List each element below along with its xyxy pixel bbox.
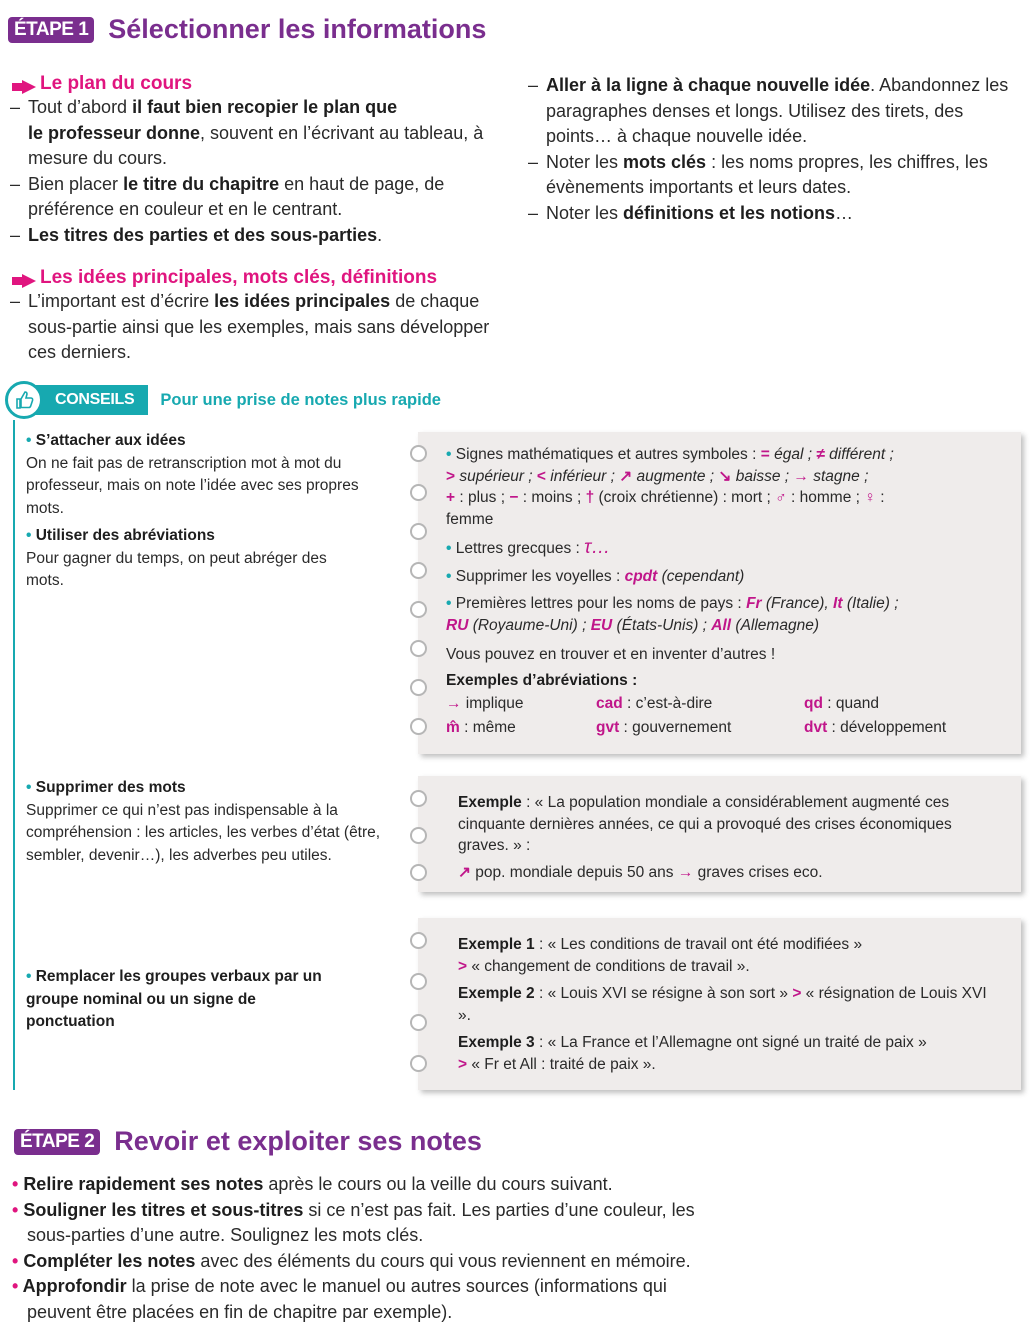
list-item: – Tout d’abord il faut bien recopier le plan que le professeur donne, souvent en l’écrivant au tableau, à mesure du cours.	[10, 97, 484, 168]
binder-ring-icon	[410, 562, 427, 579]
binder-ring-icon	[410, 790, 427, 807]
list-item: m̂ : même	[446, 718, 516, 736]
ideas-heading-text: Les idées principales, mots clés, définitions	[40, 267, 438, 288]
list-item: – Bien placer le titre du chapitre en haut de page, de préférence en couleur et en le centrant.	[10, 173, 445, 219]
arrow-right-icon	[22, 274, 36, 288]
example-box	[418, 776, 1021, 892]
list-item: – Aller à la ligne à chaque nouvelle idée. Abandonnez les paragraphes denses et longs. Utilisez des tirets, des points… à chaque nouvelle idée.	[528, 75, 1009, 146]
list-item: gvt : gouvernement	[596, 718, 732, 736]
tip-replace-verbs: • Remplacer les groupes verbaux par un groupe nominal ou un signe de ponctuation	[26, 966, 326, 1034]
binder-ring-icon	[410, 932, 427, 949]
abbreviations-table	[446, 693, 1011, 738]
example-1: Exemple 1 : « Les conditions de travail ont été modifiées » > « changement de conditions de travail ».	[458, 936, 863, 975]
plan-list	[10, 95, 510, 248]
binder-rings	[410, 790, 427, 881]
example-2: Exemple 2 : « Louis XVI se résigne à son sort » > « résignation de Louis XVI ».	[458, 985, 987, 1024]
list-item: – Noter les définitions et les notions…	[528, 202, 854, 223]
binder-ring-icon	[410, 640, 427, 657]
binder-ring-icon	[410, 973, 427, 990]
ideas-heading	[10, 267, 510, 289]
step2-header	[14, 1126, 482, 1157]
step1-badge: ÉTAPE 1	[8, 17, 94, 43]
step1-header	[8, 14, 486, 45]
example-note: ↗ pop. mondiale depuis 50 ans → graves crises eco.	[458, 863, 823, 881]
vowels-line: • Supprimer les voyelles : cpdt (cependant)	[446, 566, 1011, 588]
countries-line: • Premières lettres pour les noms de pays : Fr (France), It (Italie) ; RU (Royaume-Uni) ; EU (États-Unis) ; All (Allemagne)	[446, 593, 1011, 636]
binder-ring-icon	[410, 1055, 427, 1072]
binder-ring-icon	[410, 445, 427, 462]
conseils-header	[5, 381, 441, 419]
plan-heading	[10, 73, 510, 95]
list-item: dvt : développement	[804, 718, 947, 736]
binder-ring-icon	[410, 1014, 427, 1031]
binder-rings	[410, 932, 427, 1072]
list-item: • Approfondir la prise de note avec le manuel ou autres sources (informations qui peuvent être placées en fin de chapitre par exemple).	[12, 1274, 717, 1325]
abbreviations-box	[418, 432, 1021, 754]
step2-title: Revoir et exploiter ses notes	[114, 1126, 482, 1156]
list-item: – L’important est d’écrire les idées principales de chaque sous-partie ainsi que les exemples, mais sans développer ces derniers.	[10, 291, 490, 362]
tip-ideas: • S’attacher aux idées On ne fait pas de retranscription mot à mot du professeur, mais on note l’idée avec ses propres mots.	[26, 430, 386, 520]
plan-heading-text: Le plan du cours	[40, 73, 193, 94]
conseils-tag: CONSEILS	[21, 385, 148, 415]
list-item: – Noter les mots clés : les noms propres, les chiffres, les évènements importants et leurs dates.	[528, 151, 988, 197]
arrow-right-icon	[22, 80, 36, 94]
greek-line: • Lettres grecques : τ…	[446, 537, 1011, 560]
step2-list	[12, 1172, 772, 1325]
binder-ring-icon	[410, 484, 427, 501]
symbols-line: • Signes mathématiques et autres symboles : = égal ; ≠ différent ; > supérieur ; < inférieur ; ↗ augmente ; ↘ baisse ; → stagne ; + : plus ; − : moins ; † (croix chrétienne) : mort ; ♂ : homme ; ♀ : femme	[446, 444, 1011, 530]
binder-ring-icon	[410, 864, 427, 881]
binder-ring-icon	[410, 718, 427, 735]
step1-title: Sélectionner les informations	[108, 14, 487, 44]
binder-ring-icon	[410, 679, 427, 696]
thumbs-up-icon	[5, 381, 43, 419]
examples-box	[418, 918, 1021, 1090]
tip-remove-words: • Supprimer des mots Supprimer ce qui n’est pas indispensable à la compréhension : les articles, les verbes d’état (être, sembler, devenir…), les adverbes peu utiles.	[26, 777, 391, 867]
example-text: Exemple : « La population mondiale a considérablement augmenté ces cinquante dernières années, ce qui a provoqué des crises économiques graves. » :	[458, 794, 952, 854]
binder-ring-icon	[410, 601, 427, 618]
step2-badge: ÉTAPE 2	[14, 1129, 100, 1155]
conseils-divider	[13, 420, 15, 1090]
list-item: – Les titres des parties et des sous-parties.	[10, 224, 383, 245]
list-item: • Souligner les titres et sous-titres si ce n’est pas fait. Les parties d’une couleur, les sous-parties d’une autre. Soulignez les mots clés.	[12, 1198, 717, 1249]
binder-rings	[410, 445, 427, 735]
list-item: → implique	[446, 695, 524, 712]
binder-ring-icon	[410, 523, 427, 540]
examples-title: Exemples d’abréviations :	[446, 671, 638, 689]
ideas-section	[10, 267, 510, 366]
example-3: Exemple 3 : « La France et l’Allemagne ont signé un traité de paix » > « Fr et All : traité de paix ».	[458, 1034, 927, 1073]
list-item: qd : quand	[804, 695, 879, 712]
conseils-subtitle: Pour une prise de notes plus rapide	[160, 390, 441, 409]
right-column	[528, 73, 1023, 226]
invent-line: Vous pouvez en trouver et en inventer d’autres !	[446, 646, 776, 663]
tip-abbreviations: • Utiliser des abréviations Pour gagner du temps, on peut abréger des mots.	[26, 525, 356, 593]
list-item: • Compléter les notes avec des éléments du cours qui vous reviennent en mémoire.	[12, 1249, 772, 1275]
list-item: • Relire rapidement ses notes après le cours ou la veille du cours suivant.	[12, 1172, 772, 1198]
plan-section	[10, 73, 510, 248]
list-item: cad : c’est-à-dire	[596, 695, 713, 712]
binder-ring-icon	[410, 827, 427, 844]
